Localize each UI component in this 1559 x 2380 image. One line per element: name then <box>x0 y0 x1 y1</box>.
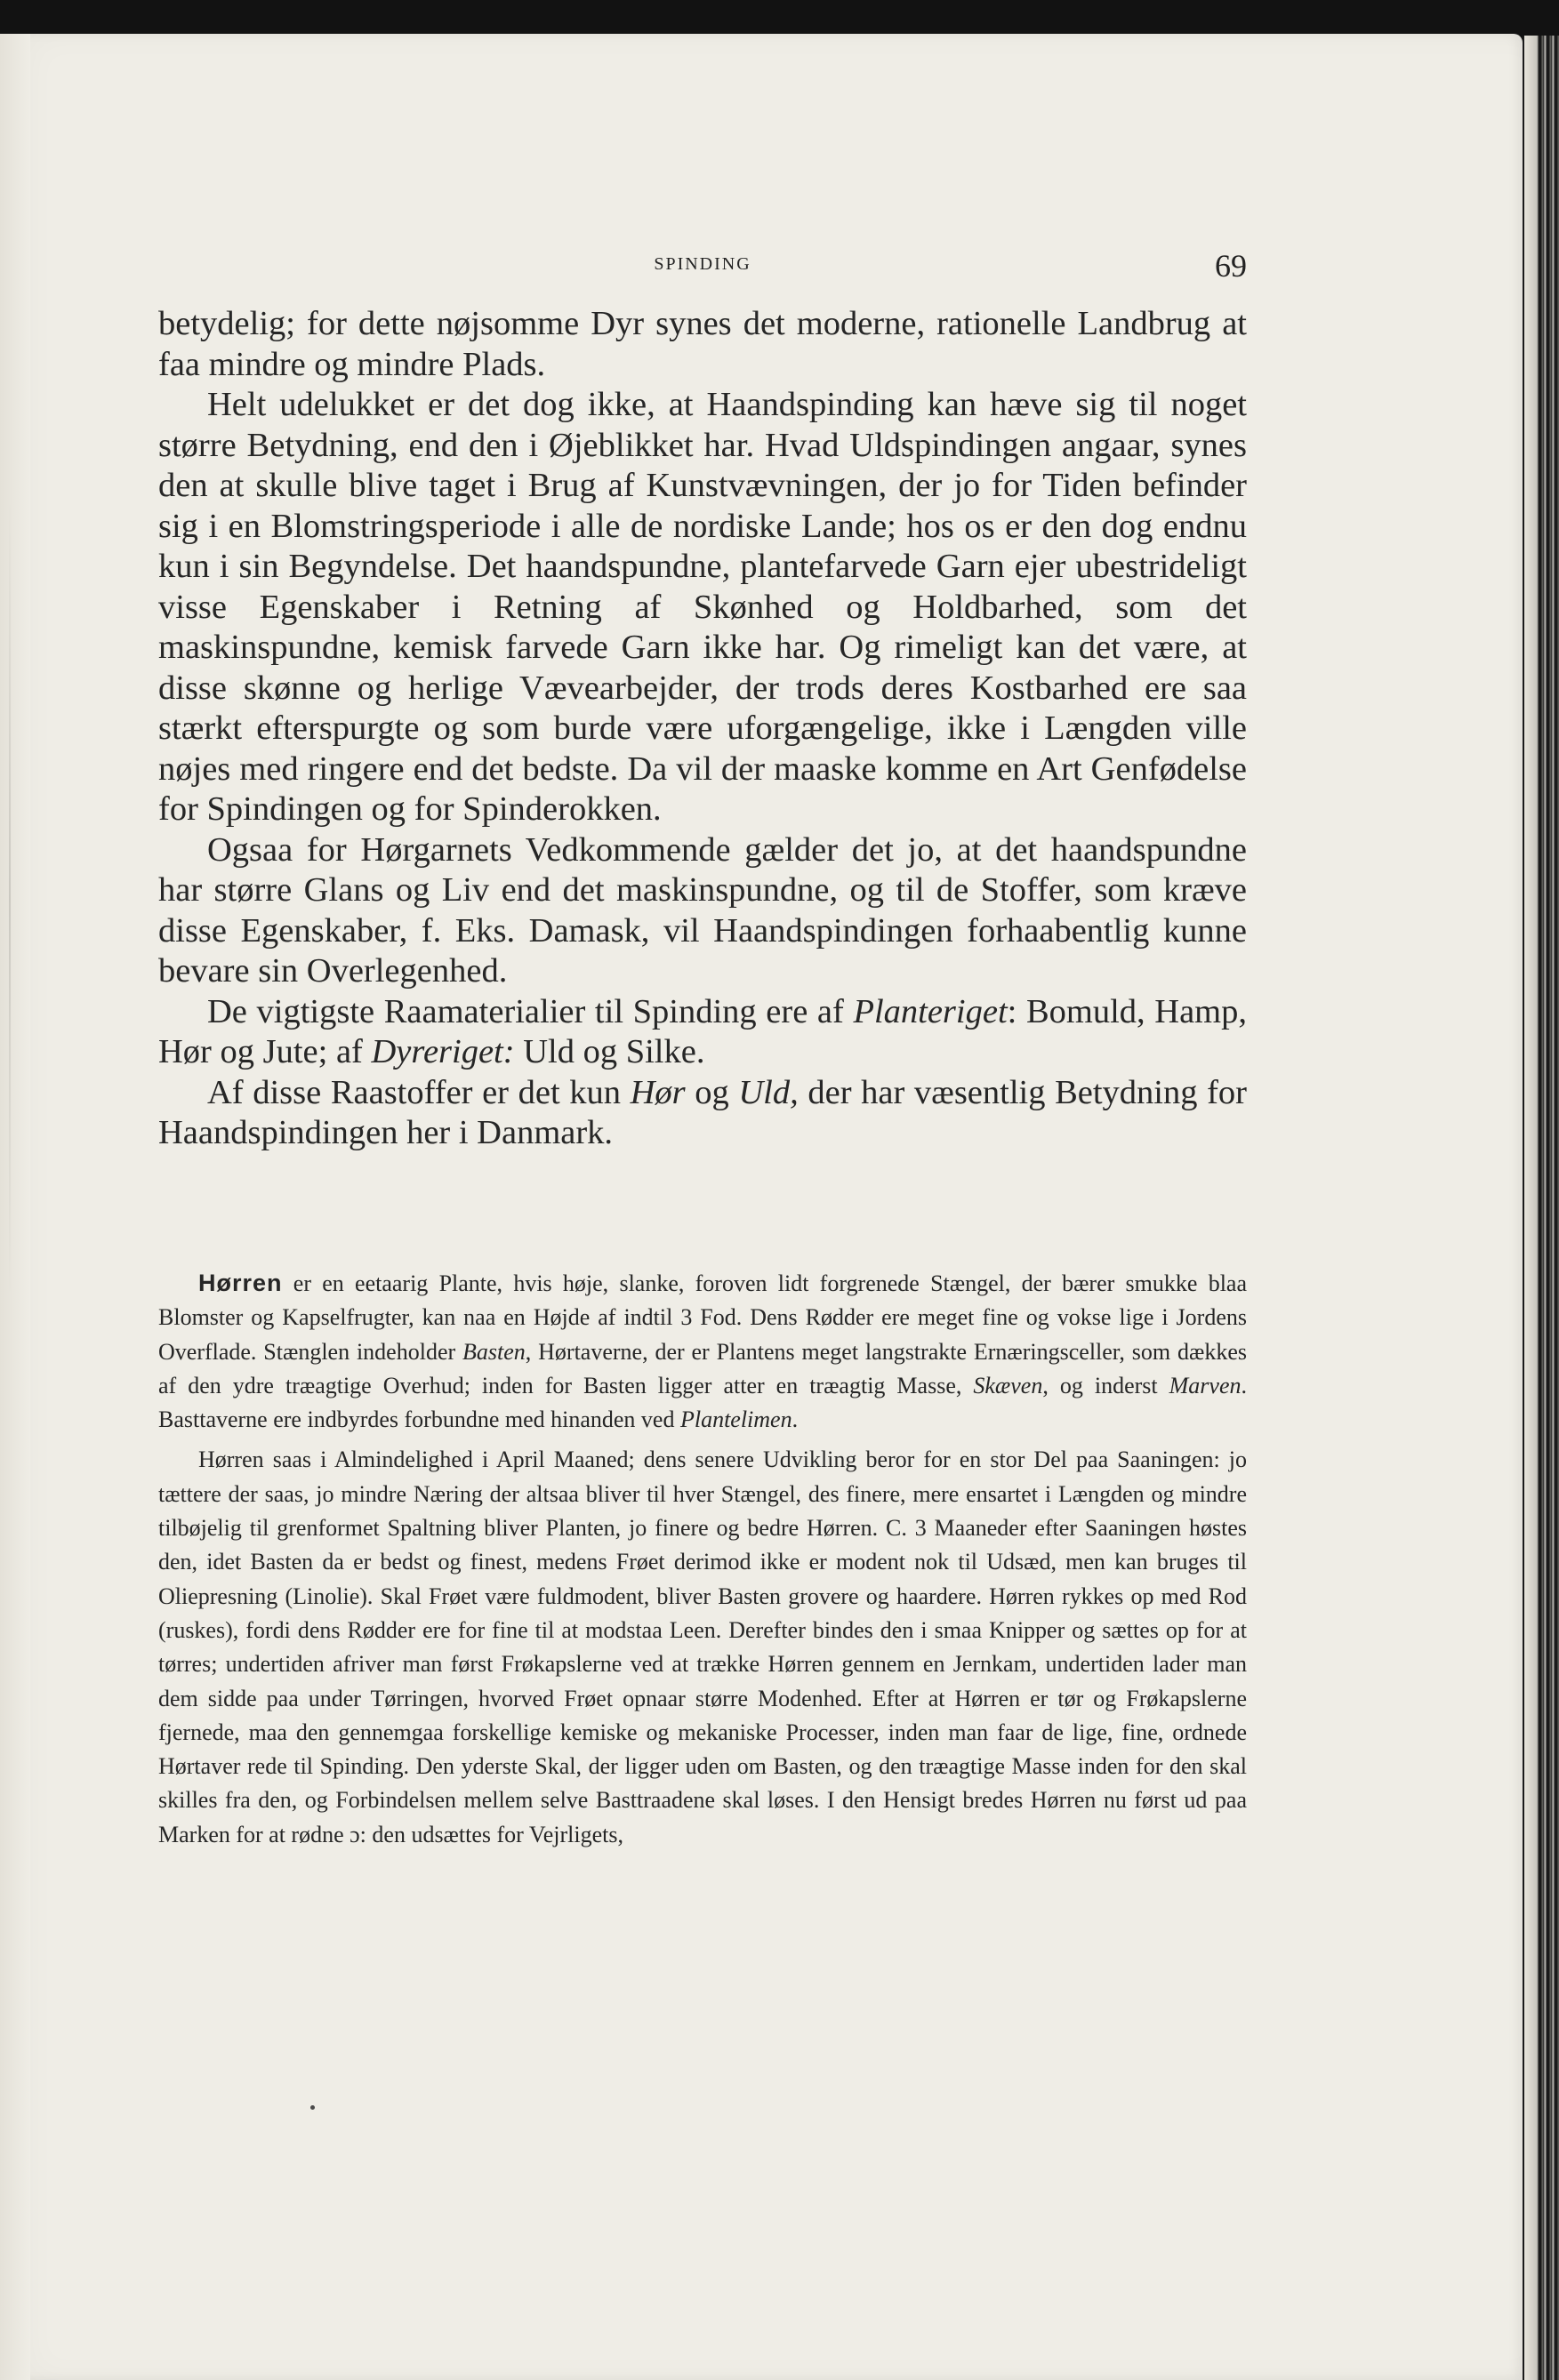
text-run: , Hørtaverne, der er Plantens meget langstrakte Ernæringsceller, som dækkes af den ydre træagtige Overhud; inden for Basten ligger atter en træagtig Masse, <box>158 1338 1247 1398</box>
italic-term: Plantelimen <box>679 1406 792 1433</box>
running-head-title: SPINDING <box>654 254 751 274</box>
body-paragraph <box>158 385 1247 830</box>
italic-term: Marven <box>1169 1372 1242 1398</box>
text-run: : Bomuld, Hamp, Hør og Jute; af <box>158 992 1247 1070</box>
text-run: Helt udelukket er det dog ikke, at Haandspinding kan hæve sig til noget større Betydning, end den i Øjeblikket har. Hvad Uldspindingen angaar, synes den at skulle blive taget i Brug af Kunstvævningen, der jo for Tiden befinder sig i en Blomstringsperiode i alle de nordiske Lande; hos os er den dog endnu kun i sin Begyndelse. Det haandspundne, plantefarvede Garn ejer ubestrideligt visse Egenskaber i Retning af Skønhed og Holdbarhed, som det maskinspundne, kemisk farvede Garn ikke har. Og rimeligt kan det være, at disse skønne og herlige Vævearbejder, der trods deres Kostbarhed ere saa stærkt efterspurgte og som burde være uforgængelige, ikke i Længden ville nøjes med ringere end det bedste. Da vil der maaske komme en Art Genfødelse for Spindingen og for Spinderokken. <box>158 386 1247 828</box>
body-paragraph <box>158 830 1247 992</box>
text-run: Ogsaa for Hørgarnets Vedkommende gælder det jo, at det haandspundne har større Glans og Liv end det maskinspundne, og til de Stoffer, som kræve disse Egenskaber, f. Eks. Damask, vil Haandspindingen forhaabentlig kunne bevare sin Overlegenhed. <box>158 830 1247 990</box>
body-paragraph <box>158 304 1247 385</box>
body-paragraph <box>158 992 1247 1073</box>
text-run: . Basttaverne ere indbyrdes forbundne med hinanden ved <box>158 1372 1247 1433</box>
running-head <box>158 247 1247 283</box>
text-run: der har væsentlig Betydning for Haandspindingen her i Danmark. <box>158 1073 1247 1151</box>
small-print-paragraph <box>158 1266 1247 1437</box>
text-run: , og inderst <box>1042 1372 1169 1398</box>
paper-speck <box>310 2105 315 2110</box>
book-fore-edge <box>1523 36 1559 2380</box>
text-run: Hørren saas i Almindelighed i April Maaned; dens senere Udvikling beror for en stor Del paa Saaningen: jo tættere der saas, jo mindre Næring der altsaa bliver til hver Stængel, des finere, mere ensartet i Længden og mindre tilbøjelig til grenformet Spaltning bliver Planten, jo finere og bedre Hørren. C. 3 Maaneder efter Saaningen høstes den, idet Basten da er bedst og finest, medens Frøet derimod ikke er modent nok til Udsæd, men kan bruges til Oliepresning (Linolie). Skal Frøet være fuldmodent, bliver Basten grovere og haardere. Hørren rykkes op med Rod (ruskes), fordi dens Rødder ere for fine til at modstaa Leen. Derefter bindes den i smaa Knipper og sættes op for at tørres; undertiden afriver man først Frøkapslerne ved at trække Hørren gennem en Jernkam, undertiden lader man dem sidde paa under Tørringen, hvorved Frøet opnaar større Modenhed. Efter at Hørren er tør og Frøkapslerne fjernede, maa den gennemgaa forskellige kemiske og mekaniske Processer, inden man faar de lige, fine, ordnede Hørtaver rede til Spinding. Den yderste Skal, der ligger uden om Basten, og den træagtige Masse inden for den skal skilles fra den, og Forbindelsen mellem selve Basttraadene skal løses. I den Hensigt bredes Hørren nu først ud paa Marken for at rødne ɔ: den udsættes for Vejrligets, <box>158 1446 1247 1847</box>
page-crease <box>9 498 11 1298</box>
italic-term: Dyreriget: <box>371 1033 515 1070</box>
text-run: Uld og Silke. <box>514 1033 705 1070</box>
text-run: betydelig; for dette nøjsomme Dyr synes det moderne, rationelle Landbrug at faa mindre og mindre Plads. <box>158 305 1247 383</box>
text-run: . <box>792 1406 799 1433</box>
italic-term: Planteriget <box>853 992 1008 1030</box>
text-run: Af disse Raastoffer er det kun <box>207 1073 631 1111</box>
page-stack-edge <box>1524 36 1537 2380</box>
page-gutter-shadow <box>0 34 30 2380</box>
italic-term: Uld, <box>738 1073 799 1111</box>
text-run: og <box>685 1073 739 1111</box>
italic-term: Basten <box>462 1338 526 1365</box>
main-text <box>158 304 1247 1154</box>
section-keyword: Hørren <box>198 1270 283 1296</box>
text-run: er en eetaarig Plante, hvis høje, slanke, foroven lidt forgrenede Stængel, der bærer smukke blaa Blomster og Kapselfrugter, kan naa en Højde af indtil 3 Fod. Dens Rødder ere meget fine og vokse lige i Jordens Overflade. Stænglen indeholder <box>158 1270 1247 1365</box>
italic-term: Skæven <box>973 1372 1043 1398</box>
text-run: De vigtigste Raamaterialier til Spinding ere af <box>207 992 854 1030</box>
small-print-section <box>158 1266 1247 1852</box>
body-paragraph <box>158 1073 1247 1154</box>
small-print-paragraph <box>158 1443 1247 1852</box>
italic-term: Hør <box>630 1073 686 1111</box>
page-number: 69 <box>1215 248 1247 284</box>
